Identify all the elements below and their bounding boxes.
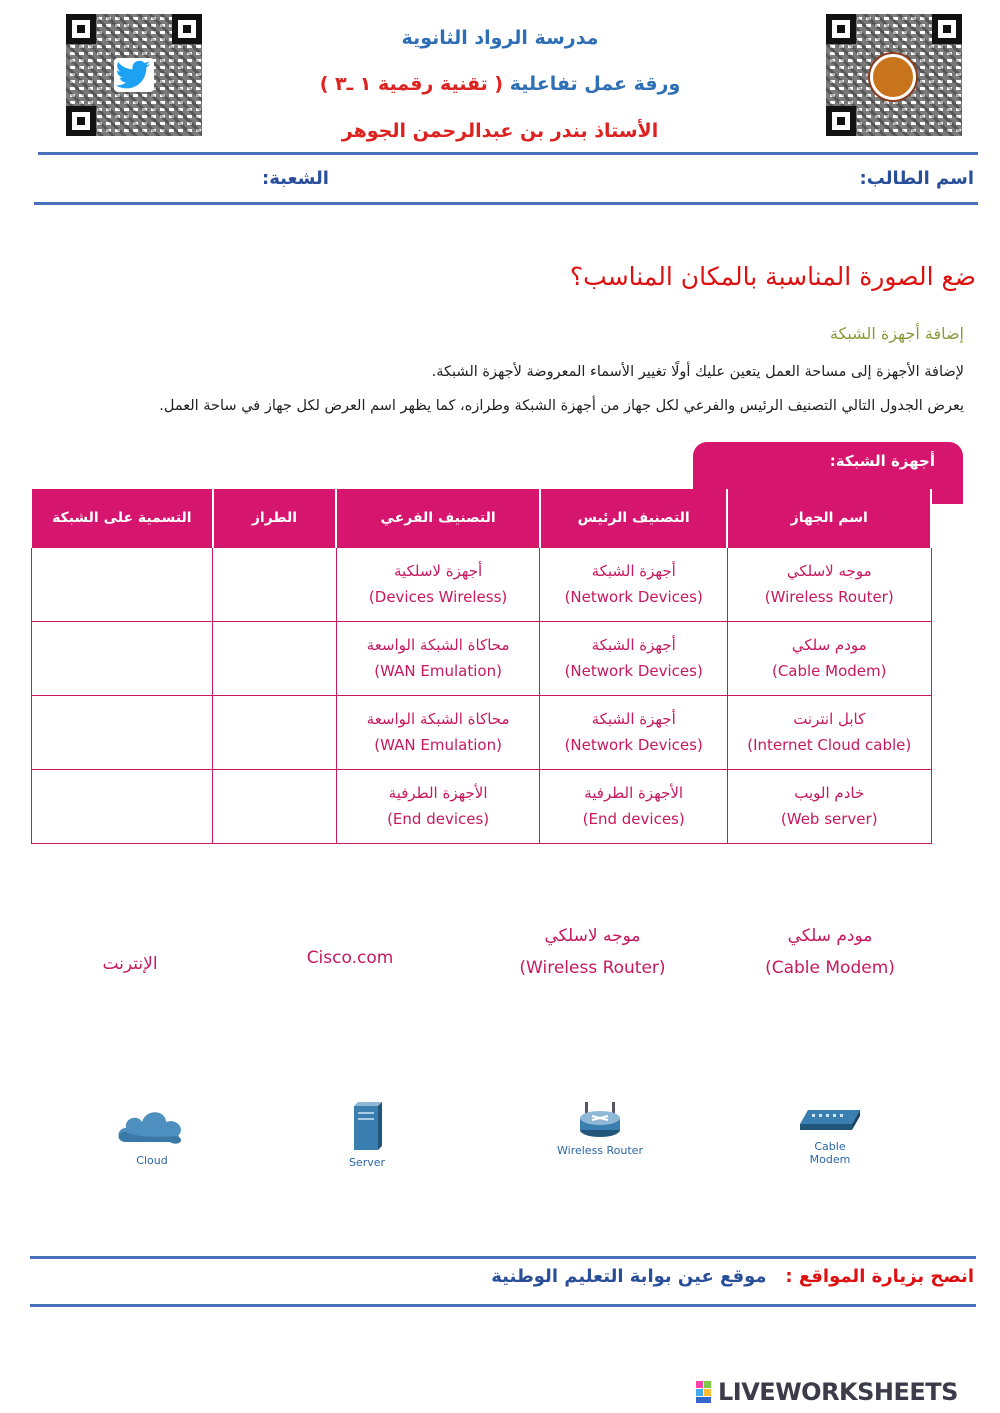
section-label: الشعبة: xyxy=(262,168,329,189)
device-cell xyxy=(727,621,931,695)
device-label: Cloud xyxy=(136,1154,168,1167)
device-ar: كابل انترنت xyxy=(793,709,866,728)
device-label: Wireless Router xyxy=(557,1144,643,1157)
main-ar: أجهزة الشبكة xyxy=(591,561,676,580)
model-drop-zone[interactable] xyxy=(213,547,337,621)
footer-divider-bottom xyxy=(30,1304,976,1307)
main-class-cell xyxy=(540,621,728,695)
main-en: (Network Devices) xyxy=(564,588,703,606)
footer-advice-line xyxy=(491,1266,974,1287)
device-en: (Internet Cloud cable) xyxy=(747,736,912,754)
question-title: ضع الصورة المناسبة بالمكان المناسب؟ xyxy=(569,262,976,291)
device-en: (Web server) xyxy=(780,810,878,828)
device-cell xyxy=(727,695,931,769)
worksheet-prefix: ورقة عمل تفاعلية xyxy=(509,73,681,95)
main-ar: أجهزة الشبكة xyxy=(591,635,676,654)
device-en: (Cable Modem) xyxy=(771,662,887,680)
sub-class-cell xyxy=(336,547,540,621)
liveworksheets-icon xyxy=(696,1381,718,1403)
footer-site-link[interactable]: موقع عين بوابة التعليم الوطنية xyxy=(491,1266,767,1287)
option-en: (Cable Modem) xyxy=(765,958,895,979)
option-cisco-com[interactable]: Cisco.com xyxy=(306,948,394,968)
sub-ar: محاكاة الشبكة الواسعة xyxy=(366,709,510,728)
student-divider xyxy=(34,202,978,205)
table-row xyxy=(31,621,931,695)
option-internet[interactable]: الإنترنت xyxy=(102,954,158,974)
device-wireless-router[interactable] xyxy=(550,1100,650,1160)
option-ar: مودم سلكي xyxy=(787,926,873,946)
device-server[interactable] xyxy=(340,1100,394,1170)
main-class-cell xyxy=(540,547,728,621)
worksheet-title xyxy=(300,73,700,95)
device-cell xyxy=(727,769,931,843)
server-icon xyxy=(340,1100,394,1152)
sub-ar: أجهزة لاسلكية xyxy=(394,561,483,580)
student-name-field[interactable] xyxy=(340,168,860,192)
option-cable-modem[interactable] xyxy=(740,920,920,985)
twitter-qr-code xyxy=(66,14,202,136)
device-label-line1: Cable xyxy=(814,1140,846,1153)
col-model: الطراز xyxy=(213,489,337,547)
sub-class-cell xyxy=(336,695,540,769)
section-title: إضافة أجهزة الشبكة xyxy=(829,324,964,343)
school-logo-icon xyxy=(870,54,916,100)
paragraph-1: لإضافة الأجهزة إلى مساحة العمل يتعين عليك أولًا تغيير الأسماء المعروضة لأجهزة الشبكة. xyxy=(431,364,964,380)
brand-text: LIVEWORKSHEETS xyxy=(718,1378,958,1406)
table-row xyxy=(31,547,931,621)
network-devices-table xyxy=(30,489,932,844)
worksheet-subject: ( تقنية رقمية ١ ـ٣ ) xyxy=(319,73,504,95)
option-ar: موجه لاسلكي xyxy=(544,926,641,946)
cloud-icon xyxy=(112,1102,192,1150)
school-qr-code xyxy=(826,14,962,136)
col-network-name: التسمية على الشبكة xyxy=(31,489,213,547)
col-sub-class: التصنيف الفرعي xyxy=(336,489,540,547)
sub-en: (WAN Emulation) xyxy=(374,736,502,754)
network-name-drop-zone[interactable] xyxy=(31,769,213,843)
main-en: (Network Devices) xyxy=(564,736,703,754)
sub-class-cell xyxy=(336,621,540,695)
device-en: (Wireless Router) xyxy=(764,588,894,606)
twitter-icon xyxy=(114,58,154,92)
school-name: مدرسة الرواد الثانوية xyxy=(401,27,599,49)
table-row xyxy=(31,695,931,769)
sub-ar: الأجهزة الطرفية xyxy=(388,783,488,802)
device-label-line2: Modem xyxy=(809,1153,851,1166)
footer-divider-top xyxy=(30,1256,976,1259)
main-class-cell xyxy=(540,769,728,843)
main-en: (End devices) xyxy=(582,810,685,828)
sub-en: (End devices) xyxy=(387,810,490,828)
liveworksheets-logo[interactable] xyxy=(696,1378,996,1408)
header-divider xyxy=(38,152,978,155)
device-cable-modem[interactable] xyxy=(790,1100,870,1170)
sub-en: (Devices Wireless) xyxy=(368,588,508,606)
device-label: Server xyxy=(348,1156,386,1169)
student-name-label: اسم الطالب: xyxy=(859,168,974,189)
option-en: (Wireless Router) xyxy=(519,958,666,979)
footer-advice: انصح بزيارة المواقع : xyxy=(785,1266,974,1287)
network-name-drop-zone[interactable] xyxy=(31,547,213,621)
table-tab: أجهزة الشبكة: xyxy=(693,442,963,504)
device-cell xyxy=(727,547,931,621)
col-device-name: اسم الجهاز xyxy=(727,489,931,547)
model-drop-zone[interactable] xyxy=(213,769,337,843)
device-cloud[interactable] xyxy=(112,1102,192,1170)
section-field[interactable] xyxy=(40,168,255,192)
option-wireless-router[interactable] xyxy=(500,920,685,985)
device-ar: موجه لاسلكي xyxy=(786,561,872,580)
cable-modem-icon xyxy=(790,1100,870,1136)
model-drop-zone[interactable] xyxy=(213,695,337,769)
col-main-class: التصنيف الرئيس xyxy=(540,489,728,547)
table-row xyxy=(31,769,931,843)
network-name-drop-zone[interactable] xyxy=(31,695,213,769)
network-name-drop-zone[interactable] xyxy=(31,621,213,695)
main-ar: الأجهزة الطرفية xyxy=(584,783,684,802)
model-drop-zone[interactable] xyxy=(213,621,337,695)
main-ar: أجهزة الشبكة xyxy=(591,709,676,728)
main-en: (Network Devices) xyxy=(564,662,703,680)
sub-ar: محاكاة الشبكة الواسعة xyxy=(366,635,510,654)
main-class-cell xyxy=(540,695,728,769)
paragraph-2: يعرض الجدول التالي التصنيف الرئيس والفرعي لكل جهاز من أجهزة الشبكة وطرازه، كما يظهر اسم العرض لكل جهاز في ساحة العمل. xyxy=(159,398,964,414)
teacher-name: الأستاذ بندر بن عبدالرحمن الجوهر xyxy=(341,120,659,142)
sub-class-cell xyxy=(336,769,540,843)
sub-en: (WAN Emulation) xyxy=(374,662,502,680)
wireless-router-icon xyxy=(550,1100,650,1140)
device-ar: خادم الويب xyxy=(794,783,865,802)
device-ar: مودم سلكي xyxy=(791,635,867,654)
